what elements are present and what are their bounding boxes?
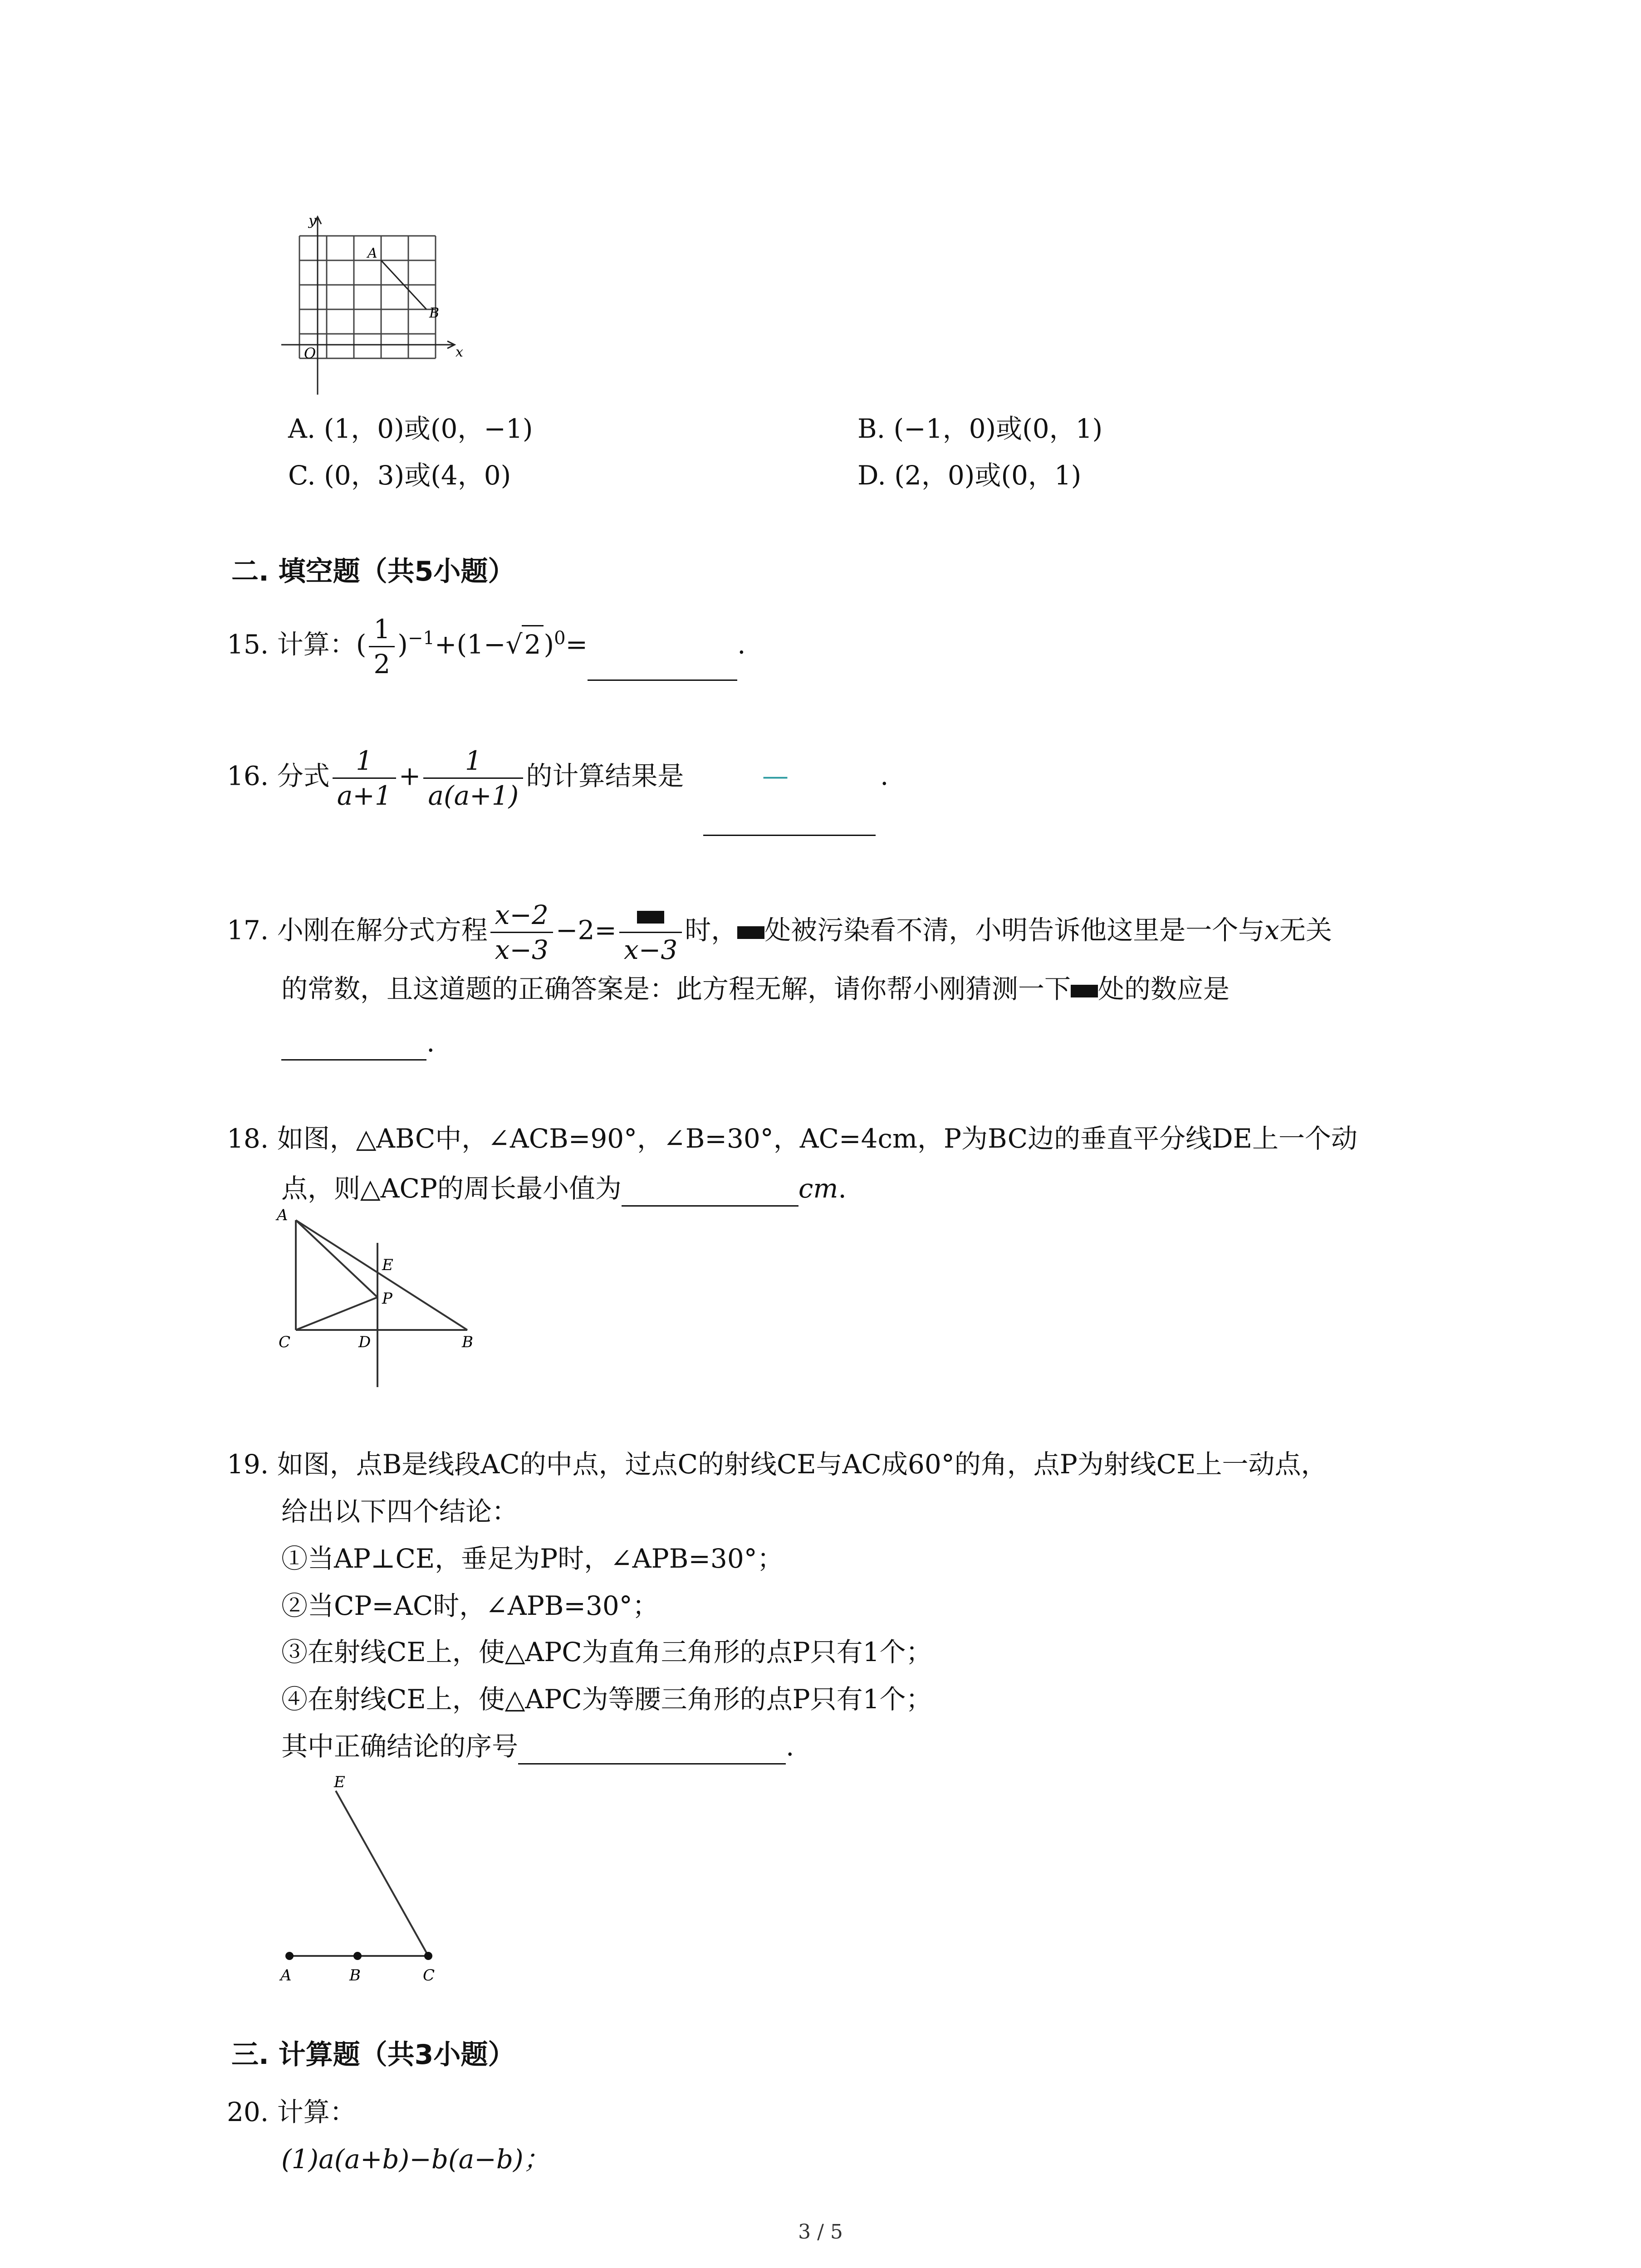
svg-text:E: E: [382, 1256, 393, 1274]
conclusion-3: ③在射线CE上，使△APC为直角三角形的点P只有1个；: [281, 1637, 932, 1667]
grid-point-b-label: B: [429, 305, 440, 321]
grid-point-a-label: A: [367, 245, 377, 261]
smudge-mark: [637, 911, 664, 924]
grid-y-label: y: [309, 213, 316, 229]
triangle-figure-18: [272, 1207, 490, 1388]
page-number: 3 / 5: [798, 2220, 843, 2244]
conclusion-2: ②当CP=AC时，∠APB=30°；: [281, 1590, 659, 1621]
svg-text:A: A: [280, 1966, 292, 1984]
option-d: D. (2，0)或(0，1): [857, 460, 1082, 491]
q16-answer-dash: —: [762, 760, 789, 791]
grid-origin-label: O: [304, 345, 316, 362]
ray-figure-19: [272, 1769, 463, 1996]
section-fill-blank-title: 二. 填空题（共5小题）: [231, 556, 515, 587]
conclusion-1: ①当AP⊥CE，垂足为P时，∠APB=30°；: [281, 1543, 784, 1574]
question-17: 17. 小刚在解分式方程 $\frac{x-2}{x-3}$ −2= x−3 时， 处被污染看不清，小明告诉他这里是一个与x无关: [227, 898, 1332, 967]
smudge-mark: [737, 926, 764, 939]
smudge-mark: [1071, 985, 1098, 997]
question-19: 19. 如图，点B是线段AC的中点，过点C的射线CE与AC成60°的角，点P为射线CE上一动点，: [227, 1449, 1327, 1480]
section-calculation-title: 三. 计算题（共3小题）: [231, 2039, 515, 2071]
q16-answer-blank: [703, 835, 876, 836]
option-b: B. (−1，0)或(0，1): [857, 413, 1103, 444]
question-20: 20. 计算：: [227, 2097, 356, 2127]
question-18: 18. 如图，△ABC中，∠ACB=90°，∠B=30°，AC=4cm，P为BC边的垂直平分线DE上一个动: [227, 1123, 1357, 1154]
svg-text:D: D: [358, 1333, 371, 1351]
q20-part-1: (1)a(a+b)−b(a−b)；: [281, 2144, 550, 2175]
option-a: A. (1，0)或(0，−1): [288, 413, 533, 444]
svg-text:B: B: [349, 1966, 361, 1984]
svg-text:C: C: [279, 1333, 291, 1351]
svg-text:P: P: [382, 1290, 392, 1308]
svg-text:C: C: [423, 1966, 435, 1984]
option-c: C. (0，3)或(4，0): [288, 460, 511, 491]
question-15: 15. 计算：( $\frac{1}{2}$ )$^{-1}$+(1−√2 )$^0$= .: [227, 612, 746, 681]
svg-text:A: A: [277, 1207, 288, 1224]
grid-figure: [272, 209, 467, 399]
question-17-line2: 的常数，且这道题的正确答案是：此方程无解，请你帮小刚猜测一下 处的数应是: [281, 973, 1230, 1004]
svg-text:B: B: [462, 1333, 473, 1351]
conclusion-4: ④在射线CE上，使△APC为等腰三角形的点P只有1个；: [281, 1684, 932, 1715]
q18-answer-blank: [622, 1178, 798, 1207]
grid-x-label: x: [456, 344, 463, 360]
q15-answer-blank: [588, 652, 737, 681]
q17-answer-blank: [281, 1032, 426, 1061]
q15-fraction: $\frac{1}{2}$: [369, 612, 395, 681]
q15-number: 15.: [227, 629, 269, 660]
q15-prefix: 计算：(: [277, 629, 367, 660]
q19-answer-blank: [518, 1736, 786, 1765]
svg-text:E: E: [334, 1773, 345, 1791]
question-16: 16. 分式 $\frac{1}{a+1}$ + $\frac{1}{a(a+1)}$ 的计算结果是: [227, 744, 684, 812]
